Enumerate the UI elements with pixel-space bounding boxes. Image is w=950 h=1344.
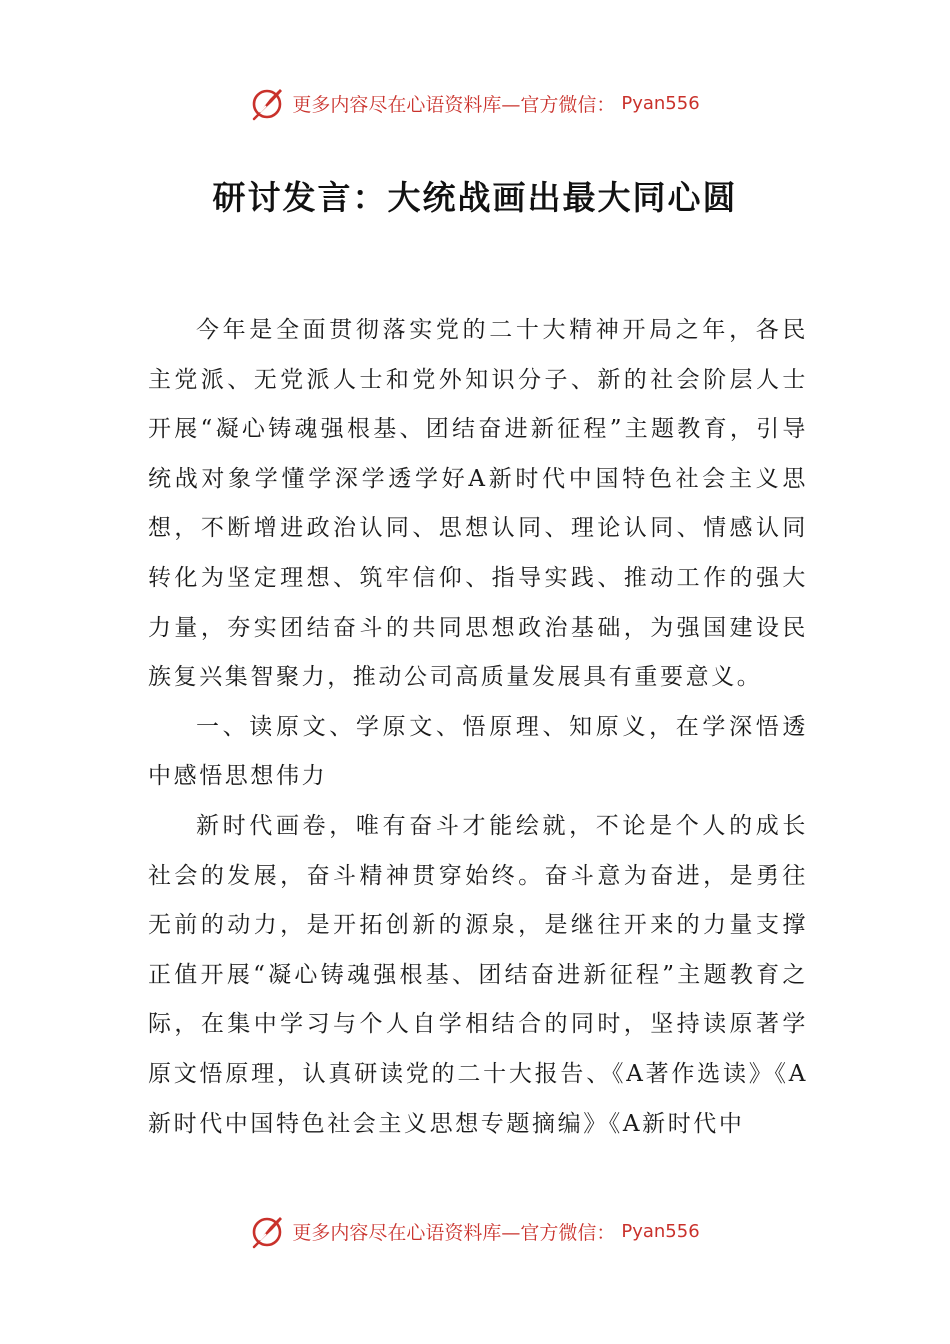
section-heading-1: 一、读原文、学原文、悟原理、知原义，在学深悟透中感悟思想伟力	[148, 713, 808, 790]
document-title: 研讨发言：大统战画出最大同心圆	[212, 178, 738, 217]
banner-text: 更多内容尽在心语资料库—官方微信：	[292, 93, 616, 116]
watermark-banner-top	[0, 83, 950, 123]
banner-wechat-id: Pyan556	[621, 1220, 700, 1242]
banner-text: 更多内容尽在心语资料库—官方微信：	[292, 1221, 616, 1244]
document-body	[148, 306, 808, 1149]
paragraph-intro: 今年是全面贯彻落实党的二十大精神开局之年，各民主党派、无党派人士和党外知识分子、新的社会阶层人士开展“凝心铸魂强根基、团结奋进新征程”主题教育，引导统战对象学懂学深学透学好A新时代中国特色社会主义思想，不断增进政治认同、思想认同、理论认同、情感认同转化为坚定理想、筑牢信仰、指导实践、推动工作的强大力量，夯实团结奋斗的共同思想政治基础，为强国建设民族复兴集智聚力，推动公司高质量发展具有重要意义。	[148, 317, 808, 691]
banner-wechat-id: Pyan556	[621, 92, 700, 114]
quill-logo-icon	[250, 1213, 286, 1249]
paragraph-section-1: 新时代画卷，唯有奋斗才能绘就，不论是个人的成长社会的发展，奋斗精神贯穿始终。奋斗意为奋进，是勇往无前的动力，是开拓创新的源泉，是继往开来的力量支撑正值开展“凝心铸魂强根基、团结奋进新征程”主题教育之际，在集中学习与个人自学相结合的同时，坚持读原著学原文悟原理，认真研读党的二十大报告、《A著作选读》《A新时代中国特色社会主义思想专题摘编》《A新时代中	[148, 812, 808, 1137]
watermark-banner-bottom	[0, 1211, 950, 1251]
quill-logo-icon	[250, 85, 286, 121]
